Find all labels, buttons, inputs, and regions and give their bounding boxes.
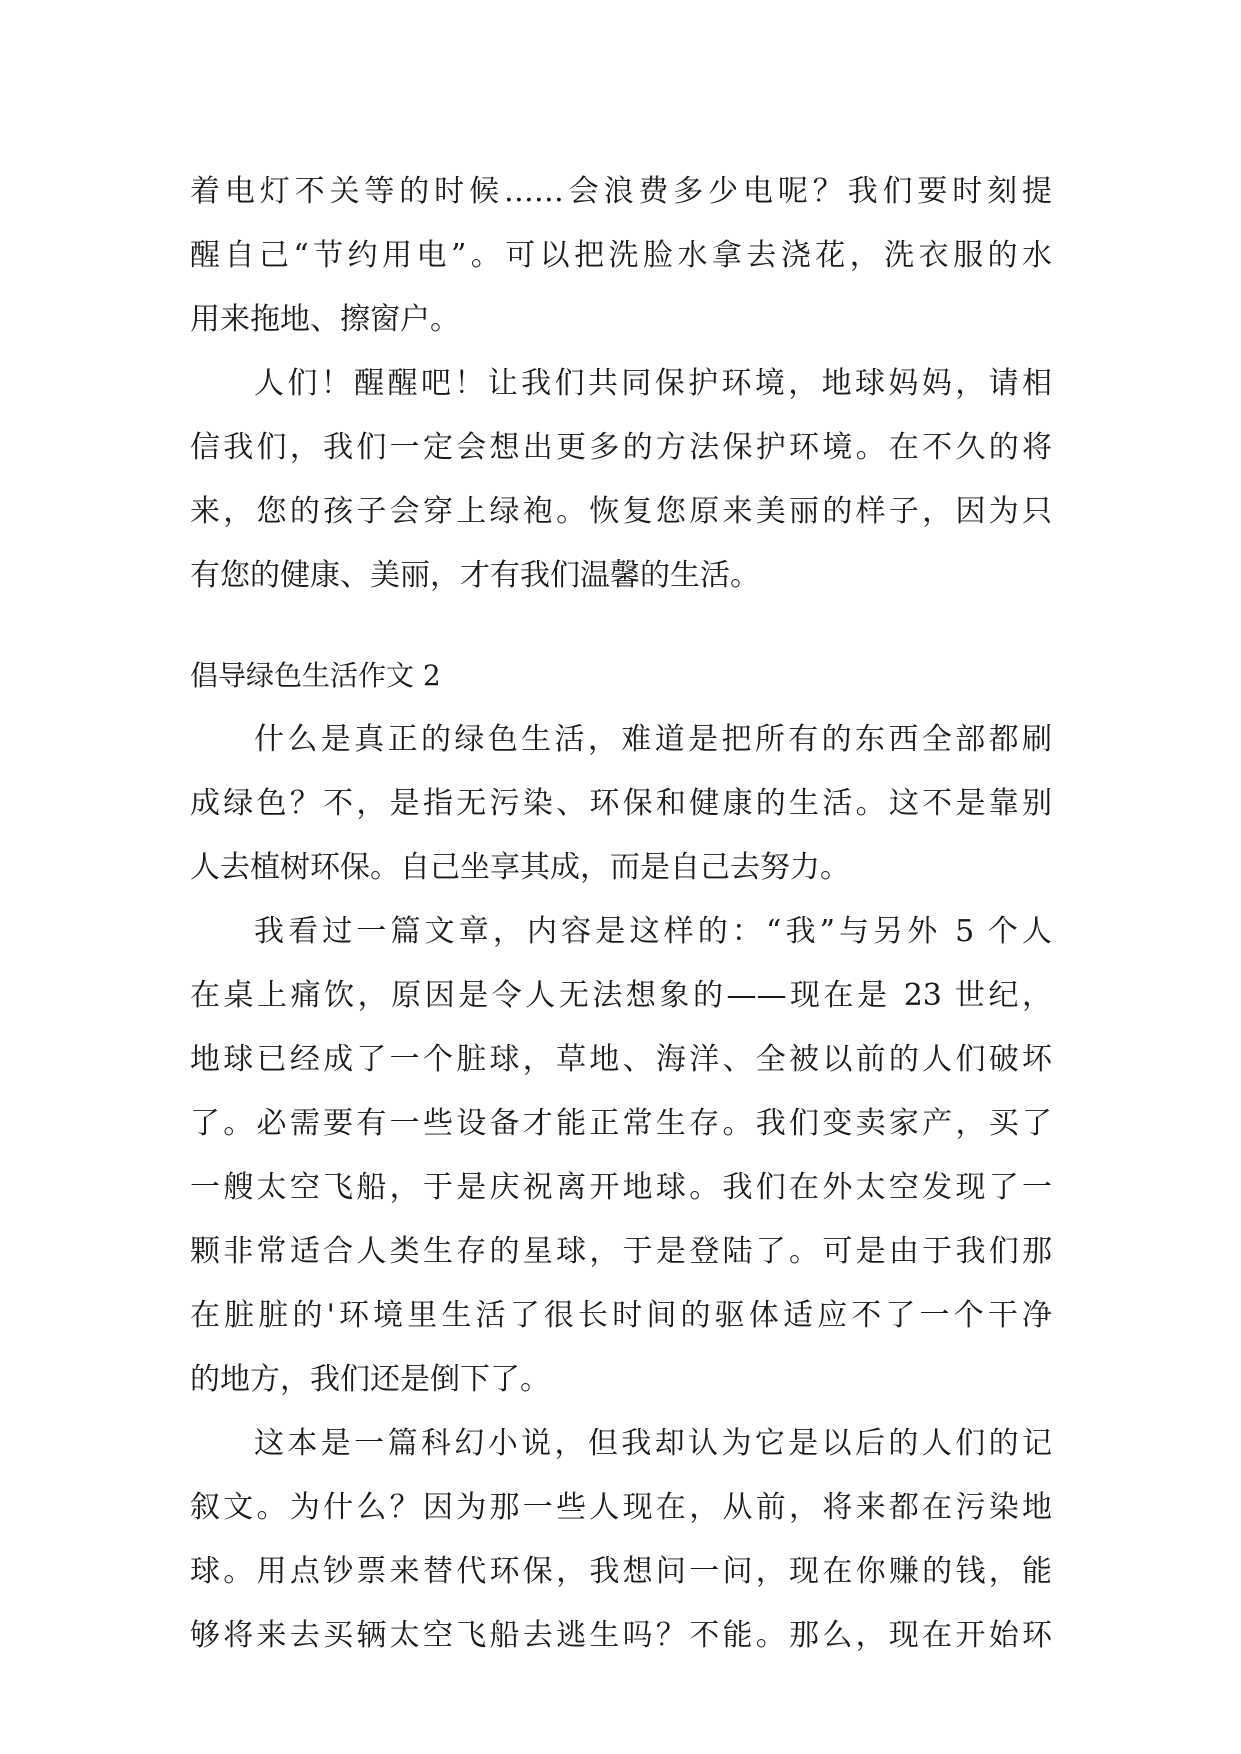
section-gap — [190, 608, 1052, 644]
text-line: 来，您的孩子会穿上绿袍。恢复您原来美丽的样子，因为只 — [190, 494, 1052, 529]
text-line: 着电灯不关等的时候……会浪费多少电呢？我们要时刻提 — [190, 174, 1052, 209]
text-line: 一艘太空飞船，于是庆祝离开地球。我们在外太空发现了一 — [190, 1170, 1052, 1205]
text-line: 在脏脏的'环境里生活了很长时间的驱体适应不了一个干净 — [190, 1298, 1052, 1333]
text-line: 有您的健康、美丽，才有我们温馨的生活。 — [190, 558, 760, 593]
text-line: 叙文。为什么？因为那一些人现在，从前，将来都在污染地 — [190, 1490, 1052, 1525]
text-line: 人去植树环保。自己坐享其成，而是自己去努力。 — [190, 850, 850, 885]
paragraph-3 — [190, 708, 1052, 900]
paragraph-4 — [190, 900, 1052, 1412]
text-line: 颗非常适合人类生存的星球，于是登陆了。可是由于我们那 — [190, 1234, 1052, 1269]
text-line: 这本是一篇科幻小说，但我却认为它是以后的人们的记 — [254, 1426, 1052, 1461]
text-line: 什么是真正的绿色生活，难道是把所有的东西全部都刷 — [254, 722, 1052, 757]
paragraph-5 — [190, 1412, 1052, 1668]
text-line: 人们！醒醒吧！让我们共同保护环境，地球妈妈，请相 — [254, 366, 1052, 401]
document-body — [190, 160, 1052, 1668]
text-line: 用来拖地、擦窗户。 — [190, 302, 460, 337]
text-line: 地球已经成了一个脏球，草地、海洋、全被以前的人们破坏 — [190, 1042, 1052, 1077]
text-line: 球。用点钞票来替代环保，我想问一问，现在你赚的钱，能 — [190, 1554, 1052, 1589]
text-line: 成绿色？不，是指无污染、环保和健康的生活。这不是靠别 — [190, 786, 1052, 821]
text-line: 醒自己“节约用电”。可以把洗脸水拿去浇花，洗衣服的水 — [190, 238, 1052, 273]
text-line: 我看过一篇文章，内容是这样的：“我”与另外 5 个人 — [254, 914, 1052, 949]
text-line: 了。必需要有一些设备才能正常生存。我们变卖家产，买了 — [190, 1106, 1052, 1141]
text-line: 信我们，我们一定会想出更多的方法保护环境。在不久的将 — [190, 430, 1052, 465]
text-line: 够将来去买辆太空飞船去逃生吗？不能。那么，现在开始环 — [190, 1618, 1052, 1653]
section-heading: 倡导绿色生活作文 2 — [190, 659, 441, 692]
text-line: 在桌上痛饮，原因是令人无法想象的——现在是 23 世纪， — [190, 978, 1052, 1013]
paragraph-1 — [190, 160, 1052, 352]
text-line: 的地方，我们还是倒下了。 — [190, 1362, 550, 1397]
paragraph-2 — [190, 352, 1052, 608]
